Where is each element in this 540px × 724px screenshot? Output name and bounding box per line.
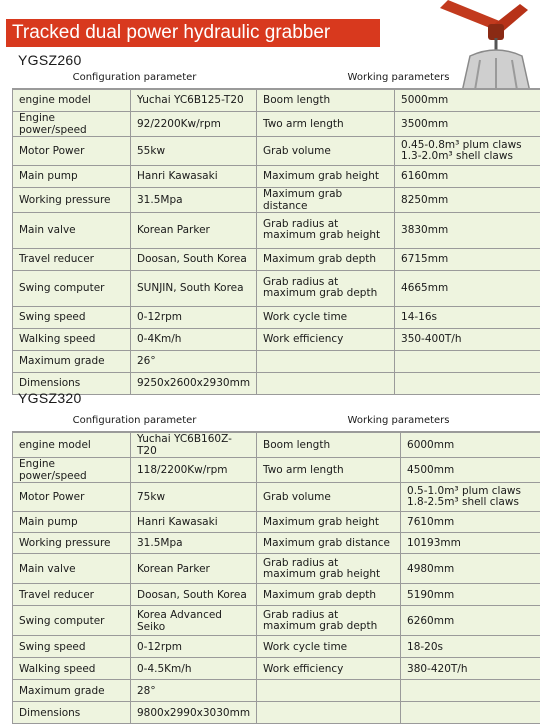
param-value: 31.5Mpa <box>131 187 257 212</box>
table-row <box>13 554 540 584</box>
spec-table-ygsz260 <box>12 67 540 395</box>
param-value: 7610mm <box>401 512 540 533</box>
param-value: 55kw <box>131 136 257 165</box>
param-value: 5000mm <box>395 89 540 111</box>
empty-cell <box>401 702 540 724</box>
spec-table-ygsz320 <box>12 410 540 724</box>
table-row <box>13 372 540 394</box>
param-value: 6715mm <box>395 248 540 270</box>
param-label: Grab radius at maximum grab height <box>257 554 401 584</box>
param-label: Maximum grab distance <box>257 187 395 212</box>
param-value: 75kw <box>131 483 257 512</box>
table-row <box>13 512 540 533</box>
param-label: Work efficiency <box>257 658 401 680</box>
empty-cell <box>395 350 540 372</box>
param-label: Motor Power <box>13 483 131 512</box>
param-value: 0-12rpm <box>131 306 257 328</box>
table-row <box>13 165 540 187</box>
param-value: 0.45-0.8m³ plum claws 1.3-2.0m³ shell claws <box>395 136 540 165</box>
param-value: 118/2200Kw/rpm <box>131 458 257 483</box>
param-value: 9800x2990x3030mm <box>131 702 257 724</box>
param-label: Grab radius at maximum grab height <box>257 212 395 248</box>
config-header: Configuration parameter <box>13 410 257 432</box>
param-label: Maximum grade <box>13 350 131 372</box>
param-label: Work cycle time <box>257 636 401 658</box>
empty-cell <box>257 680 401 702</box>
table-row <box>13 270 540 306</box>
model-name-ygsz320: YGSZ320 <box>18 390 82 406</box>
param-value: Hanri Kawasaki <box>131 512 257 533</box>
table-row <box>13 212 540 248</box>
param-label: Two arm length <box>257 111 395 136</box>
param-value: SUNJIN, South Korea <box>131 270 257 306</box>
param-label: Boom length <box>257 89 395 111</box>
param-label: Dimensions <box>13 702 131 724</box>
param-label: Grab volume <box>257 483 401 512</box>
param-label: Grab radius at maximum grab depth <box>257 606 401 636</box>
table-row <box>13 248 540 270</box>
param-value: 92/2200Kw/rpm <box>131 111 257 136</box>
param-label: Engine power/speed <box>13 111 131 136</box>
param-label: Swing computer <box>13 606 131 636</box>
empty-cell <box>257 350 395 372</box>
param-label: Main pump <box>13 165 131 187</box>
param-label: Swing speed <box>13 636 131 658</box>
table-row <box>13 680 540 702</box>
param-value: 6000mm <box>401 432 540 458</box>
table-row <box>13 458 540 483</box>
param-value: Doosan, South Korea <box>131 584 257 606</box>
empty-cell <box>395 372 540 394</box>
table-row <box>13 584 540 606</box>
param-value: 0-4Km/h <box>131 328 257 350</box>
param-label: Main valve <box>13 212 131 248</box>
table-row <box>13 432 540 458</box>
param-value: Korean Parker <box>131 554 257 584</box>
param-label: Maximum grab height <box>257 165 395 187</box>
model-name-ygsz260: YGSZ260 <box>18 52 82 68</box>
table-row <box>13 328 540 350</box>
param-label: Maximum grade <box>13 680 131 702</box>
empty-cell <box>401 680 540 702</box>
param-label: Grab volume <box>257 136 395 165</box>
param-value: 31.5Mpa <box>131 533 257 554</box>
table-row <box>13 533 540 554</box>
table-row <box>13 187 540 212</box>
param-label: Main pump <box>13 512 131 533</box>
param-value: Doosan, South Korea <box>131 248 257 270</box>
param-value: 4500mm <box>401 458 540 483</box>
page-title: Tracked dual power hydraulic grabber <box>6 19 380 47</box>
table-row <box>13 483 540 512</box>
param-label: Swing speed <box>13 306 131 328</box>
param-value: 0-4.5Km/h <box>131 658 257 680</box>
param-label: engine model <box>13 89 131 111</box>
param-label: Work cycle time <box>257 306 395 328</box>
param-value: 5190mm <box>401 584 540 606</box>
param-label: Swing computer <box>13 270 131 306</box>
param-label: Two arm length <box>257 458 401 483</box>
table-row <box>13 350 540 372</box>
table-row <box>13 636 540 658</box>
param-value: Hanri Kawasaki <box>131 165 257 187</box>
param-value: Yuchai YC6B125-T20 <box>131 89 257 111</box>
param-value: Korea Advanced Seiko <box>131 606 257 636</box>
table-row <box>13 658 540 680</box>
param-label: Walking speed <box>13 328 131 350</box>
table-row <box>13 89 540 111</box>
param-value: 4980mm <box>401 554 540 584</box>
param-value: 9250x2600x2930mm <box>131 372 257 394</box>
param-value: 6260mm <box>401 606 540 636</box>
param-label: Main valve <box>13 554 131 584</box>
table-row <box>13 702 540 724</box>
param-label: Working pressure <box>13 187 131 212</box>
param-value: 8250mm <box>395 187 540 212</box>
empty-cell <box>257 372 395 394</box>
param-label: Travel reducer <box>13 584 131 606</box>
param-label: Travel reducer <box>13 248 131 270</box>
table-row <box>13 606 540 636</box>
work-header: Working parameters <box>257 410 540 432</box>
param-value: Korean Parker <box>131 212 257 248</box>
param-value: 0-12rpm <box>131 636 257 658</box>
param-value: 28° <box>131 680 257 702</box>
param-value: 3500mm <box>395 111 540 136</box>
param-label: Maximum grab distance <box>257 533 401 554</box>
empty-cell <box>257 702 401 724</box>
param-label: Walking speed <box>13 658 131 680</box>
param-value: 3830mm <box>395 212 540 248</box>
param-label: Engine power/speed <box>13 458 131 483</box>
work-header: Working parameters <box>257 67 540 89</box>
param-label: Motor Power <box>13 136 131 165</box>
param-label: Dimensions <box>13 372 131 394</box>
param-value: Yuchai YC6B160Z-T20 <box>131 432 257 458</box>
param-label: Work efficiency <box>257 328 395 350</box>
param-value: 4665mm <box>395 270 540 306</box>
param-label: Maximum grab depth <box>257 248 395 270</box>
param-label: Boom length <box>257 432 401 458</box>
param-value: 18-20s <box>401 636 540 658</box>
table-row <box>13 306 540 328</box>
param-value: 380-420T/h <box>401 658 540 680</box>
param-value: 14-16s <box>395 306 540 328</box>
param-label: Maximum grab depth <box>257 584 401 606</box>
param-value: 26° <box>131 350 257 372</box>
config-header: Configuration parameter <box>13 67 257 89</box>
table-row <box>13 136 540 165</box>
param-value: 10193mm <box>401 533 540 554</box>
param-label: Grab radius at maximum grab depth <box>257 270 395 306</box>
param-value: 6160mm <box>395 165 540 187</box>
param-value: 0.5-1.0m³ plum claws 1.8-2.5m³ shell claws <box>401 483 540 512</box>
param-value: 350-400T/h <box>395 328 540 350</box>
param-label: Maximum grab height <box>257 512 401 533</box>
param-label: Working pressure <box>13 533 131 554</box>
table-row <box>13 111 540 136</box>
param-label: engine model <box>13 432 131 458</box>
